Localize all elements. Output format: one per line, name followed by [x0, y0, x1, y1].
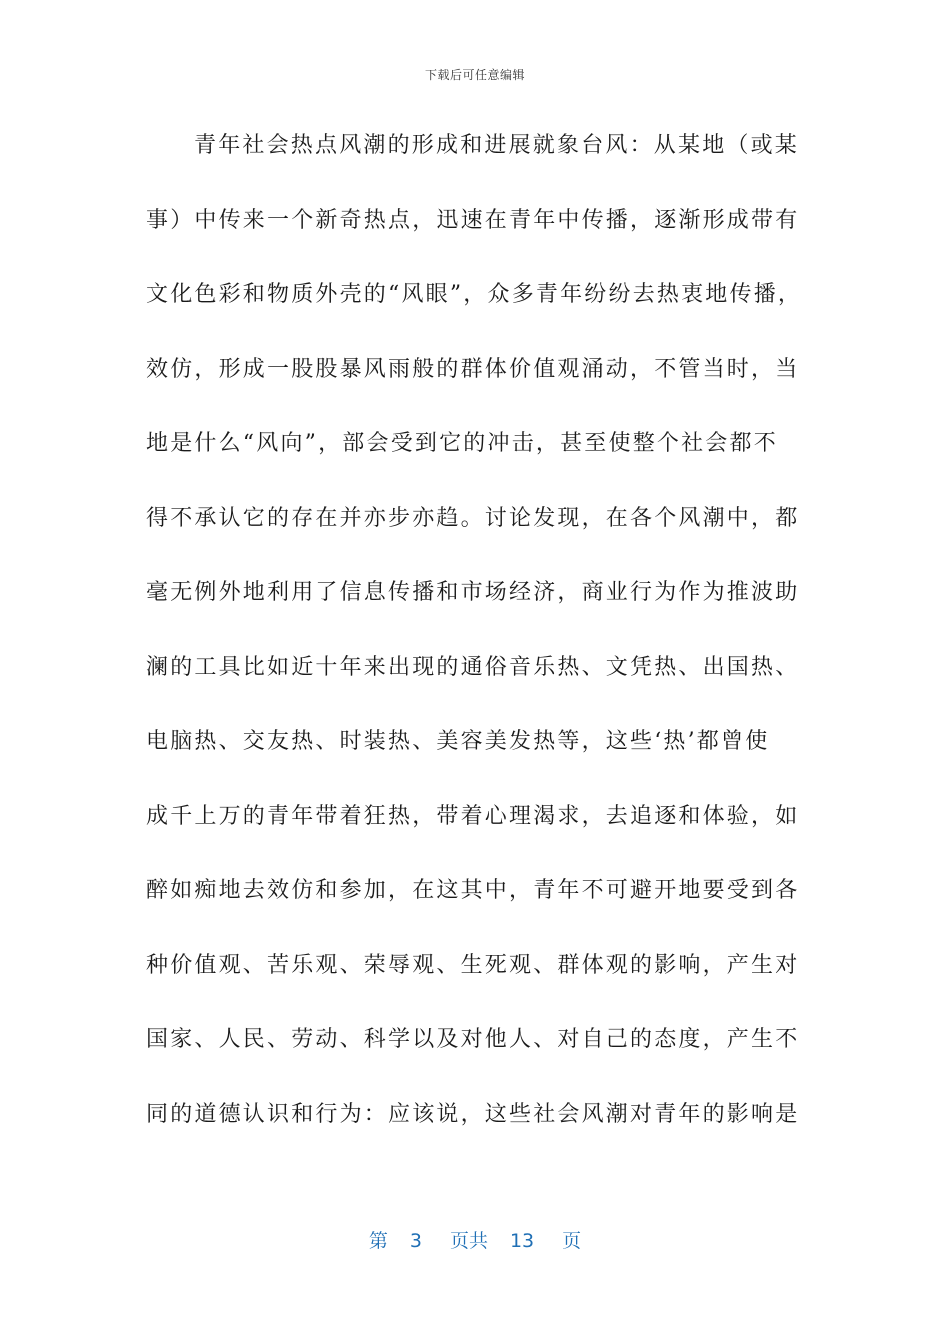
page-footer	[0, 1226, 950, 1253]
paragraph-line: 成千上万的青年带着狂热，带着心理渴求，去追逐和体验，如	[146, 803, 800, 829]
paragraph-line: 效仿，形成一股股暴风雨般的群体价值观涌动，不管当时，当	[146, 356, 800, 382]
page-header: 下载后可任意编辑	[424, 68, 525, 82]
footer-suffix: 页	[562, 1230, 582, 1252]
body-text	[146, 122, 806, 1165]
paragraph-line: 醉如痴地去效仿和参加，在这其中，青年不可避开地要受到各	[146, 878, 800, 903]
footer-total-pages: 13	[509, 1230, 535, 1252]
paragraph-line: 澜的工具比如近十年来出现的通俗音乐热、文凭热、出国热、	[146, 654, 800, 680]
paragraph-line: 毫无例外地利用了信息传播和市场经济，商业行为作为推波助	[146, 580, 800, 605]
paragraph-line: 事）中传来一个新奇热点，迅速在青年中传播，逐渐形成带有	[146, 207, 800, 233]
paragraph-line: 电脑热、交友热、时装热、美容美发热等，这些‘热’都曾使	[146, 729, 770, 754]
paragraph-line: 国家、人民、劳动、科学以及对他人、对自己的态度，产生不	[146, 1027, 800, 1052]
paragraph-line: 种价值观、苦乐观、荣辱观、生死观、群体观的影响，产生对	[146, 952, 800, 978]
paragraph-line: 地是什么“风向”，部会受到它的冲击，甚至使整个社会都不	[146, 431, 778, 456]
footer-middle: 页共	[449, 1230, 488, 1252]
paragraph-line: 文化色彩和物质外壳的“风眼”，众多青年纷纷去热衷地传播，	[146, 282, 803, 307]
paragraph-line: 同的道德认识和行为：应该说，这些社会风潮对青年的影响是	[146, 1101, 800, 1127]
footer-prefix: 第	[368, 1230, 388, 1252]
paragraph-line: 得不承认它的存在并亦步亦趋。讨论发现，在各个风潮中，都	[146, 505, 800, 531]
paragraph-line: 青年社会热点风潮的形成和进展就象台风：从某地（或某	[194, 133, 800, 158]
footer-page-number: 3	[409, 1230, 422, 1252]
